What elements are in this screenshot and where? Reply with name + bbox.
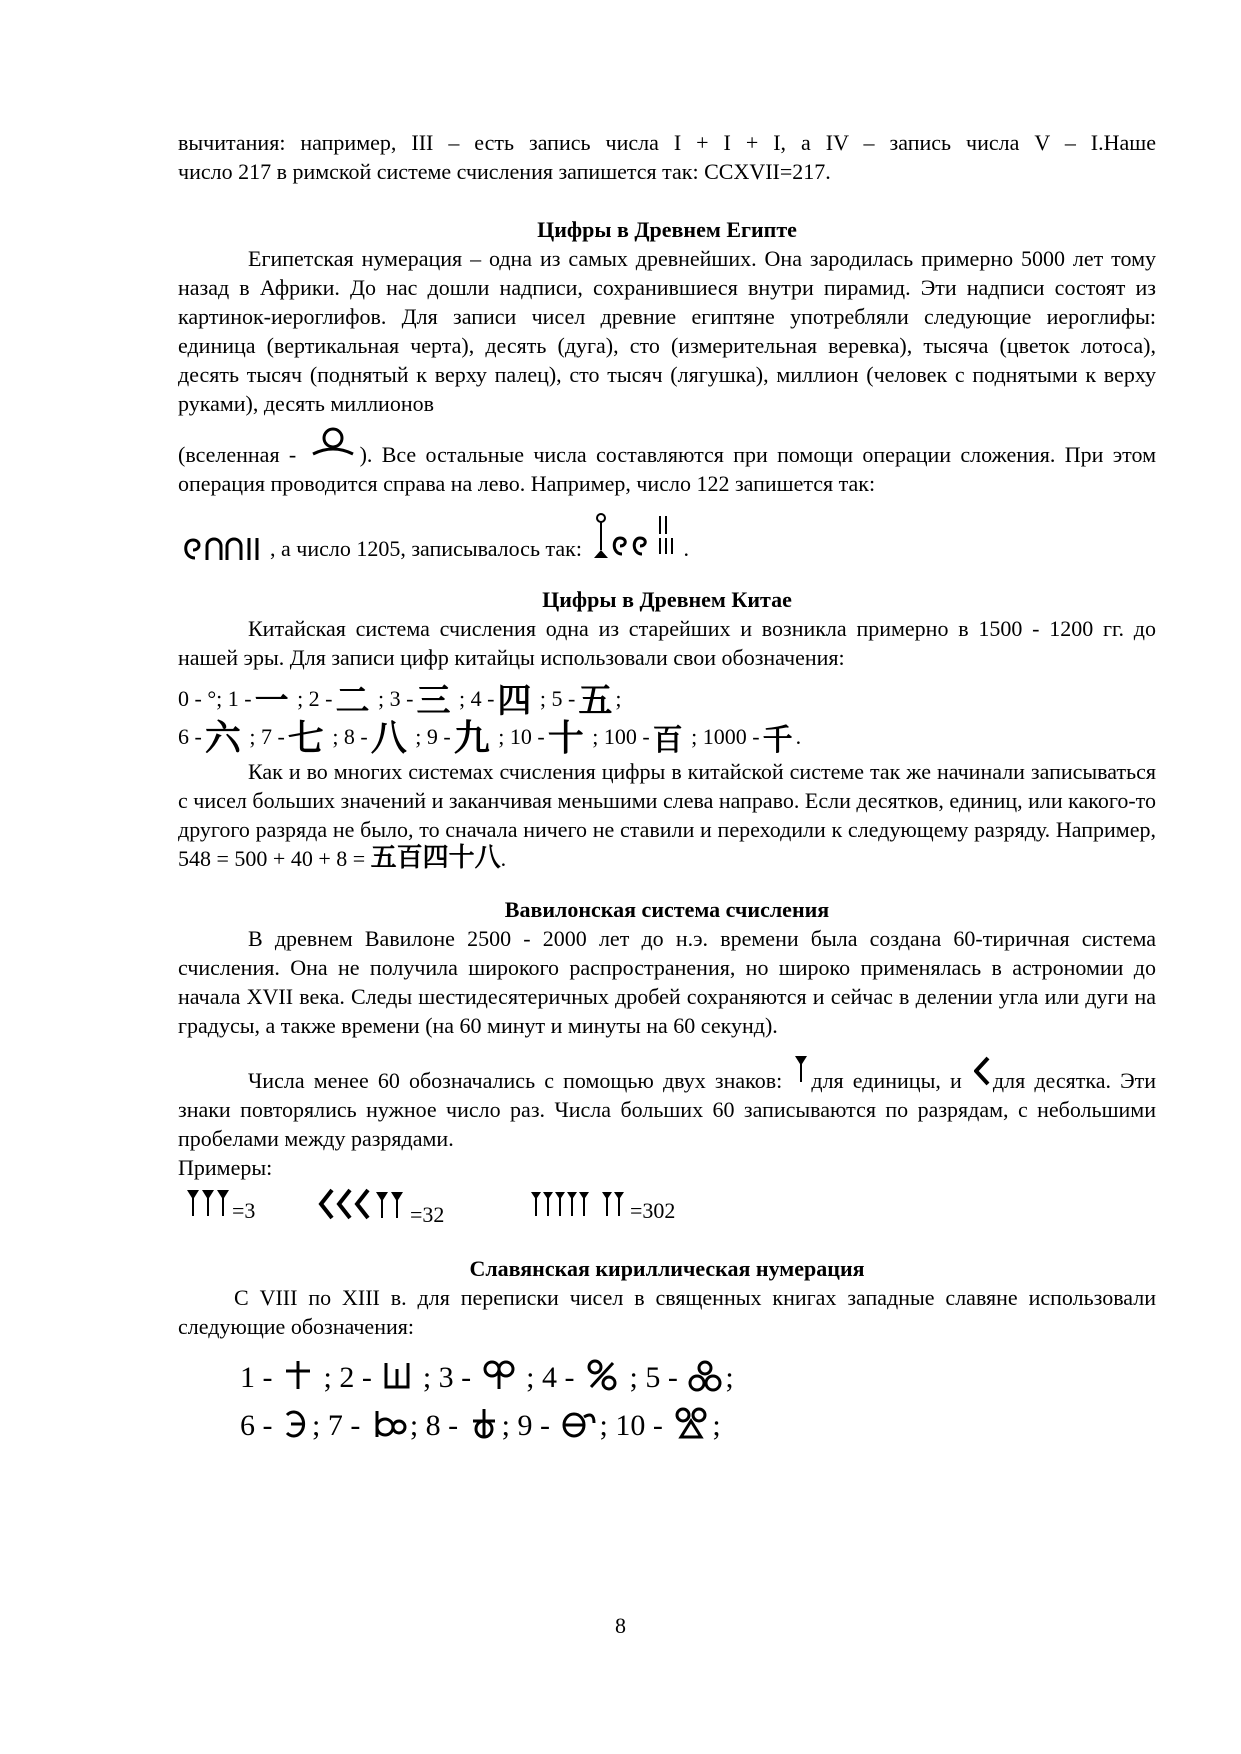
slavic-paragraph: С VIII по XIII в. для переписки чисел в священных книгах западные славяне использовали следующие обозначения: [178,1285,1156,1339]
babylon-302-wedges-icon [530,1188,630,1218]
china-row1-item: ; 4 -四 [458,681,532,721]
egypt-heading: Цифры в Древнем Египте [537,217,797,242]
slavic-glyph-6-icon [283,1407,309,1441]
china-glyph-1000: 千 [762,723,793,758]
egypt-universe-pre: (вселенная - [178,442,297,467]
intro-line-1: вычитания: например, III – есть запись числа I + I + I, а IV – запись числа V – I.Наше [178,130,1156,155]
china-glyph-100: 百 [652,723,683,758]
china-glyph-1: 一 [254,681,289,721]
babylon-ten-wedge-icon [974,1056,990,1086]
egypt-example-end: . [683,536,689,561]
babylon-unit-wedge-icon [794,1054,808,1084]
babylon-example-3: =3 [186,1188,255,1225]
china-heading: Цифры в Древнем Китае [542,587,792,612]
page-number: 8 [615,1613,626,1638]
china-glyph-4: 四 [497,681,532,721]
document-page [178,128,1156,1449]
egypt-universe-post: ). Все остальные числа составляются при помощи операции сложения. При этом операция проводится справа на лево. Например, число 122 запишется так: [178,442,1156,496]
babylon-examples-row [178,1188,1156,1234]
china-glyph-8: 八 [370,718,407,759]
china-row1-item: 0 - °; 1 -一 [178,681,289,721]
slavic-glyph-3-icon [482,1359,516,1393]
slavic-digits-row-1: 1 - ; 2 - ; 3 - ; 4 - ; 5 - ; [240,1361,734,1394]
babylon-paragraph: В древнем Вавилоне 2500 - 2000 лет до н.э. времени была создана 60-тиричная система счисления. Она не получила широкого распространения, но широко применялась в астрономии до начала XVII века. Следы шестидесятеричных дробей сохраняются и сейчас в делении угла или дуги на градусы, а также времени (на 60 минут и минуты на 60 секунд). [178,926,1156,1038]
babylon-paragraph-2: Числа менее 60 обозначались с помощью двух знаков: для единицы, и для десятка. Эти знаки повторялись нужное число раз. Числа больших 60 записываются по разрядам, с небольшими пробелами между разрядами. [178,1054,1156,1153]
universe-hieroglyph-icon [309,426,357,460]
china-digits-row-2: 6 -六 ; 7 -七 ; 8 -八 ; 9 -九 ; 10 -十 ; 100 - 百 ; 1000 - 千 . [178,718,802,759]
slavic-glyph-5-icon [688,1359,722,1393]
babylon-example-32: =32 [318,1188,444,1229]
china-glyph-3: 三 [416,681,451,721]
slavic-glyph-4-icon [585,1359,619,1393]
slavic-glyph-2-icon [382,1359,412,1393]
egypt-1205-hieroglyph-icon [590,510,680,562]
egypt-example-line [178,510,1156,563]
egypt-universe-paragraph [178,426,1156,498]
babylon-heading: Вавилонская система счисления [504,897,830,922]
china-glyph-7: 七 [287,718,324,759]
china-row1-item: ; 2 -二 [297,681,370,721]
babylon-3-wedges-icon [186,1188,232,1218]
egypt-example-mid: , а число 1205, записывалось так: [270,536,582,561]
china-row1-item: ; 3 -三 [378,681,451,721]
china-glyph-10: 十 [547,718,584,759]
egypt-122-hieroglyph-icon [181,534,267,562]
babylon-example-302: =302 [530,1188,675,1225]
egypt-paragraph: Египетская нумерация – одна из самых древнейших. Она зародилась примерно 5000 лет тому назад в Африки. До нас дошли надписи, сохранившиеся внутри пирамид. Эти надписи состоят из картинок-иероглифов. Для записи чисел древние египтяне употребляли следующие иероглифы: единица (вертикальная черта), десять (дуга), сто (измерительная веревка), тысяча (цветок лотоса), десять тысяч (поднятый к верху палец), сто тысяч (лягушка), миллион (человек с поднятыми к верху руками), десять миллионов [178,246,1156,416]
slavic-heading: Славянская кириллическая нумерация [469,1256,865,1281]
china-paragraph: Китайская система счисления одна из старейших и возникла примерно в 1500 - 1200 гг. до нашей эры. Для записи цифр китайцы использовали свои обозначения: [178,616,1156,670]
slavic-glyph-8-icon [469,1407,499,1441]
china-glyph-9: 九 [453,718,490,759]
babylon-examples-label: Примеры: [178,1155,273,1180]
slavic-glyph-10-icon [673,1407,709,1441]
china-paragraph-2: Как и во многих системах счисления цифры в китайской системе так же начинали записываться с чисел больших значений и заканчивая меньшими слева направо. Если десятков, единиц, или какого-то другого разряда не было, то сначала ничего не ставили и переходили к следующему разряду. Например, 548 = 500 + 40 + 8 = 五百四十八. [178,759,1156,873]
slavic-glyph-1-icon [283,1359,313,1393]
babylon-32-wedges-icon [318,1188,410,1222]
slavic-glyph-7-icon [371,1407,407,1441]
china-glyph-5: 五 [578,681,613,721]
china-digits-row-1: 0 - °; 1 -一 ; 2 -二 ; 3 -三 ; 4 -四 ; 5 -五 ; [178,681,622,721]
china-row1-item: ; 5 -五 [539,681,613,721]
china-glyph-2: 二 [335,681,370,721]
china-548-glyphs: 五百四十八 [370,843,501,873]
slavic-glyph-9-icon [560,1407,596,1441]
china-glyph-6: 六 [204,718,241,759]
intro-line-2: число 217 в римской системе счисления запишется так: CCXVII=217. [178,159,831,184]
slavic-digits-row-2: 6 - ; 7 - ; 8 - ; 9 - ; 10 - ; [240,1409,721,1442]
